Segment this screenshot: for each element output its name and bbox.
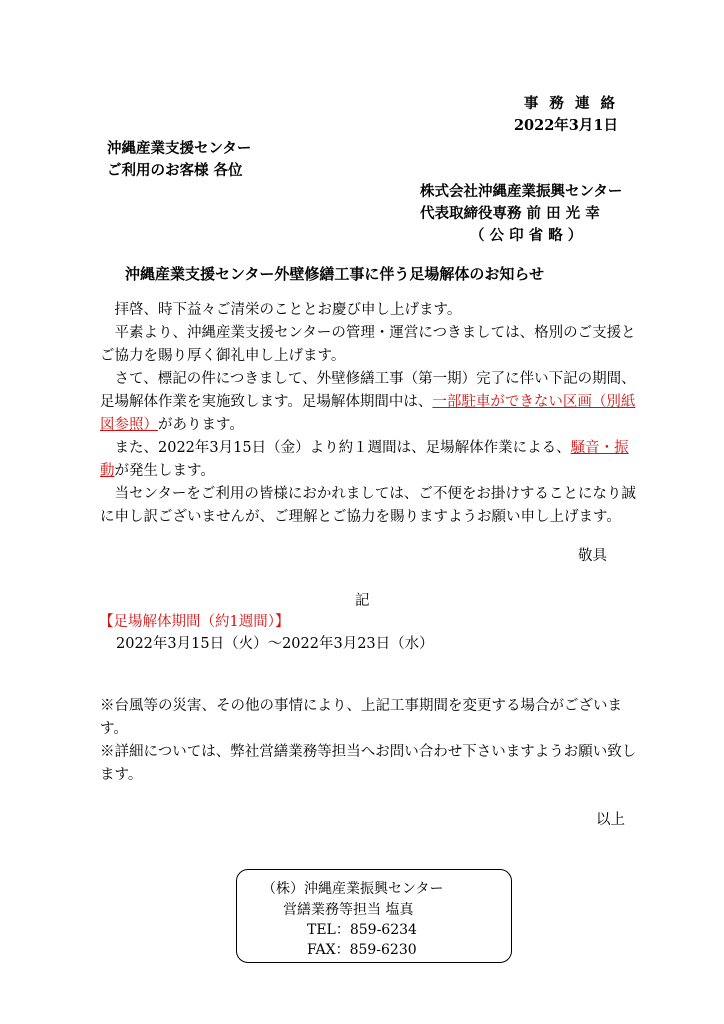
contact-company: （株）沖縄産業振興センター	[262, 881, 444, 897]
page-title: 沖縄産業支援センター外壁修繕工事に伴う足場解体のお知らせ	[125, 265, 544, 283]
note-schedule-change: ※台風等の災害、その他の事情により、上記工事期間を変更する場合がございます。	[100, 698, 622, 737]
parking-restriction-notice: 一部駐車ができない区画（別紙図参照）	[100, 394, 636, 433]
end-ijou: 以上	[596, 812, 625, 828]
closing-keigu: 敬具	[578, 548, 607, 564]
contact-box	[236, 869, 512, 963]
scaffold-text-post: があります。	[158, 417, 244, 433]
thanks-paragraph: 平素より、沖縄産業支援センターの管理・運営につきましては、格別のご支援とご協力を賜り厚く御礼申し上げます。	[100, 325, 636, 364]
note-contact: ※詳細については、弊社営繕業務等担当へお問い合わせ下さいますようお願い致します。	[100, 744, 637, 783]
period-dates: 2022年3月15日（火）～2022年3月23日（水）	[116, 636, 434, 652]
contact-fax: FAX：859-6230	[307, 942, 417, 958]
noise-paragraph	[100, 437, 640, 483]
seal-omitted: （ 公 印 省 略 ）	[470, 227, 583, 244]
record-heading: 記	[355, 593, 370, 609]
document-type: 事 務 連 絡	[523, 95, 618, 112]
contact-department: 営繕業務等担当 塩真	[283, 902, 414, 918]
apology-paragraph: 当センターをご利用の皆様におかれましては、ご不便をお掛けすることになり誠に申し訳ございませんが、ご理解とご協力を賜りますようお願い申し上げます。	[100, 486, 636, 525]
contact-tel: TEL：859-6234	[307, 922, 417, 938]
recipient-org: 沖縄産業支援センター	[107, 140, 252, 157]
greeting-paragraph: 拝啓、時下益々ご清栄のこととお慶び申し上げます。	[114, 302, 462, 318]
noise-text-post: が発生します。	[114, 463, 215, 479]
noise-text-pre: また、2022年3月15日（金）より約１週間は、足場解体作業による、	[114, 440, 571, 456]
noise-vibration-notice: 騒音・振動	[100, 440, 629, 479]
period-label: 【足場解体期間（約1週間）】	[99, 614, 290, 630]
scaffold-text-pre: さて、標記の件につきまして、外壁修繕工事（第一期）完了に伴い下記の期間、足場解体作業を実施致します。足場解体期間中は、	[100, 371, 636, 410]
scaffold-paragraph	[100, 368, 640, 437]
sender-company: 株式会社沖縄産業振興センター	[420, 183, 623, 200]
sender-representative: 代表取締役専務 前 田 光 幸	[420, 205, 600, 222]
recipient-line: ご利用のお客様 各位	[107, 162, 243, 179]
document-date: 2022年3月1日	[513, 117, 618, 134]
